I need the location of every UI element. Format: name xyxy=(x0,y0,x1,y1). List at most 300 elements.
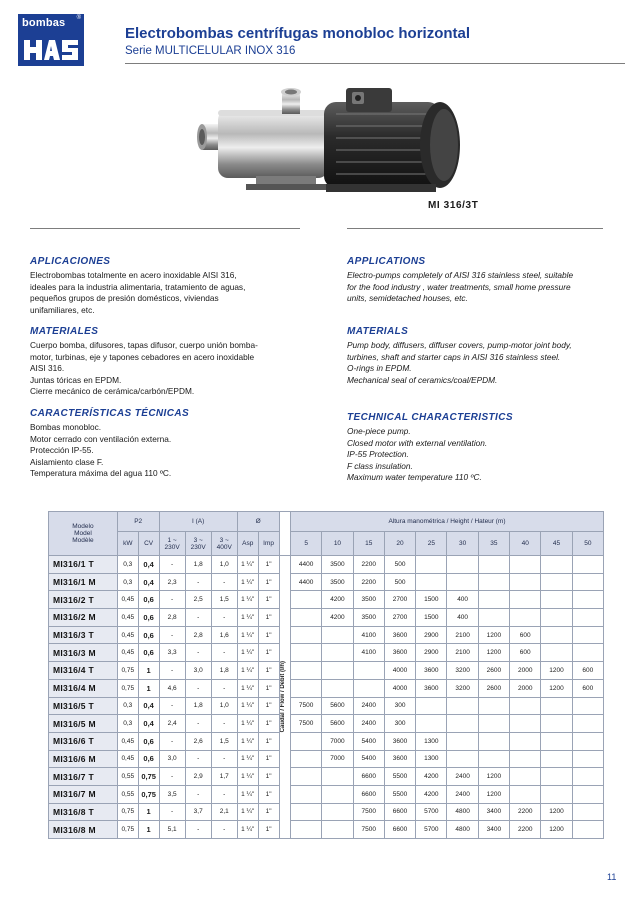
imp-cell: 1" xyxy=(258,715,279,733)
flow-cell: 7500 xyxy=(353,803,384,821)
flow-cell xyxy=(322,785,353,803)
asp-cell: 1 ¼" xyxy=(237,750,258,768)
asp-cell: 1 ¼" xyxy=(237,679,258,697)
flow-cell xyxy=(478,715,509,733)
page-title: Electrobombas centrífugas monobloc horizontal xyxy=(125,25,471,42)
model-cell: MI316/8 M xyxy=(49,821,118,839)
bombas-hasa-logo xyxy=(18,14,84,66)
table-row xyxy=(49,591,604,609)
model-cell: MI316/8 T xyxy=(49,803,118,821)
applications-line: Electro-pumps completely of AISI 316 stainless steel, suitable xyxy=(347,270,574,280)
logo-registered-mark: ® xyxy=(76,15,81,21)
cv-cell: 0,6 xyxy=(138,626,159,644)
kw-cell: 0,3 xyxy=(117,715,138,733)
current-1ph-230v-cell: - xyxy=(159,626,185,644)
table-row xyxy=(49,697,604,715)
flow-cell xyxy=(572,803,603,821)
kw-cell: 0,45 xyxy=(117,609,138,627)
kw-cell: 0,45 xyxy=(117,750,138,768)
header-height-25: 25 xyxy=(416,532,447,556)
asp-cell: 1 ¼" xyxy=(237,626,258,644)
header-asp: Asp xyxy=(237,532,258,556)
asp-cell: 1 ¼" xyxy=(237,732,258,750)
flow-cell: 1500 xyxy=(416,609,447,627)
flow-cell: 4200 xyxy=(416,785,447,803)
current-1ph-230v-cell: - xyxy=(159,591,185,609)
flow-cell xyxy=(541,732,572,750)
current-3ph-230v-cell: 1,8 xyxy=(185,697,211,715)
left-section-rule xyxy=(30,228,300,229)
flow-cell xyxy=(510,609,541,627)
current-3ph-230v-cell: 2,5 xyxy=(185,591,211,609)
product-caption: MI 316/3T xyxy=(428,200,479,211)
model-cell: MI316/6 T xyxy=(49,732,118,750)
table-row xyxy=(49,715,604,733)
asp-cell: 1 ¼" xyxy=(237,591,258,609)
flow-cell: 4800 xyxy=(447,821,478,839)
header-voltage: 400V xyxy=(216,543,232,551)
flow-cell xyxy=(416,556,447,574)
flow-cell xyxy=(541,591,572,609)
flow-cell: 3200 xyxy=(447,679,478,697)
flow-cell: 2200 xyxy=(353,573,384,591)
aplicaciones-line: unifamiliares, etc. xyxy=(30,304,95,315)
flow-cell: 1300 xyxy=(416,732,447,750)
current-3ph-400v-cell: - xyxy=(211,679,237,697)
cv-cell: 0,6 xyxy=(138,750,159,768)
materiales-heading: MATERIALES xyxy=(30,326,99,337)
flow-cell: 5400 xyxy=(353,750,384,768)
header-model-en: Model xyxy=(74,530,92,537)
flow-cell: 7500 xyxy=(353,821,384,839)
performance-table-body xyxy=(49,556,604,839)
flow-cell xyxy=(572,750,603,768)
current-1ph-230v-cell: - xyxy=(159,662,185,680)
flow-cell: 4200 xyxy=(322,609,353,627)
current-1ph-230v-cell: 3,5 xyxy=(159,785,185,803)
flow-cell: 3500 xyxy=(322,556,353,574)
imp-cell: 1" xyxy=(258,803,279,821)
table-row xyxy=(49,573,604,591)
current-1ph-230v-cell: 3,0 xyxy=(159,750,185,768)
materials-heading: MATERIALS xyxy=(347,326,409,337)
cv-cell: 1 xyxy=(138,803,159,821)
kw-cell: 0,75 xyxy=(117,803,138,821)
flow-cell xyxy=(510,768,541,786)
flow-cell: 500 xyxy=(384,556,415,574)
flow-cell: 2400 xyxy=(447,785,478,803)
flow-cell xyxy=(290,662,321,680)
flow-cell xyxy=(290,768,321,786)
imp-cell: 1" xyxy=(258,697,279,715)
flow-cell: 7000 xyxy=(322,732,353,750)
flow-cell: 3600 xyxy=(416,679,447,697)
current-3ph-230v-cell: 2,9 xyxy=(185,768,211,786)
current-3ph-230v-cell: - xyxy=(185,573,211,591)
header-phase: 3 ~ xyxy=(219,536,229,544)
flow-cell xyxy=(290,821,321,839)
materials-line: turbines, shaft and starter caps in AISI 316 stainless steel. xyxy=(347,351,561,362)
kw-cell: 0,55 xyxy=(117,785,138,803)
aplicaciones-text xyxy=(30,270,300,316)
header-model-es: Modelo xyxy=(72,523,94,530)
current-1ph-230v-cell: - xyxy=(159,697,185,715)
flow-cell: 600 xyxy=(572,679,603,697)
kw-cell: 0,75 xyxy=(117,662,138,680)
flow-cell xyxy=(353,679,384,697)
technical-heading: TECHNICAL CHARACTERISTICS xyxy=(347,412,513,423)
current-3ph-400v-cell: - xyxy=(211,715,237,733)
current-3ph-400v-cell: - xyxy=(211,785,237,803)
flow-cell: 500 xyxy=(384,573,415,591)
imp-cell: 1" xyxy=(258,644,279,662)
table-row xyxy=(49,609,604,627)
imp-cell: 1" xyxy=(258,626,279,644)
flow-cell: 4100 xyxy=(353,644,384,662)
kw-cell: 0,3 xyxy=(117,556,138,574)
kw-cell: 0,45 xyxy=(117,644,138,662)
asp-cell: 1 ¼" xyxy=(237,785,258,803)
flow-cell xyxy=(541,626,572,644)
flow-cell: 3600 xyxy=(384,732,415,750)
table-row xyxy=(49,662,604,680)
kw-cell: 0,75 xyxy=(117,679,138,697)
flow-cell xyxy=(416,697,447,715)
table-row xyxy=(49,768,604,786)
aplicaciones-line: pequeños grupos de presión domésticos, viviendas xyxy=(30,293,219,304)
current-1ph-230v-cell: 4,6 xyxy=(159,679,185,697)
materiales-text xyxy=(30,340,302,398)
flow-cell: 1300 xyxy=(416,750,447,768)
header-3ph-400v xyxy=(211,532,237,556)
asp-cell: 1 ¼" xyxy=(237,768,258,786)
flow-cell: 2900 xyxy=(416,626,447,644)
cv-cell: 0,4 xyxy=(138,556,159,574)
flow-cell: 4400 xyxy=(290,573,321,591)
flow-cell xyxy=(290,626,321,644)
table-row xyxy=(49,750,604,768)
imp-cell: 1" xyxy=(258,609,279,627)
imp-cell: 1" xyxy=(258,732,279,750)
current-1ph-230v-cell: - xyxy=(159,803,185,821)
flow-cell xyxy=(322,662,353,680)
imp-cell: 1" xyxy=(258,573,279,591)
flow-cell xyxy=(322,821,353,839)
current-1ph-230v-cell: 3,3 xyxy=(159,644,185,662)
logo-wordmark-icon xyxy=(22,36,80,62)
asp-cell: 1 ¼" xyxy=(237,821,258,839)
imp-cell: 1" xyxy=(258,821,279,839)
flow-cell: 1200 xyxy=(541,679,572,697)
right-section-rule xyxy=(347,228,603,229)
header-height-5: 5 xyxy=(290,532,321,556)
current-1ph-230v-cell: - xyxy=(159,732,185,750)
header-spacer xyxy=(279,512,290,556)
applications-line: for the food industry , water treatments, small home pressure xyxy=(347,281,571,292)
flow-axis-label: Caudal / Flow / Debit (l/h) xyxy=(279,661,286,733)
flow-cell: 1200 xyxy=(478,768,509,786)
flow-cell xyxy=(541,715,572,733)
flow-cell: 3400 xyxy=(478,803,509,821)
current-3ph-230v-cell: 3,0 xyxy=(185,662,211,680)
header-height-35: 35 xyxy=(478,532,509,556)
model-cell: MI316/7 M xyxy=(49,785,118,803)
materials-line: Mechanical seal of ceramics/coal/EPDM. xyxy=(347,374,498,385)
flow-cell xyxy=(290,609,321,627)
flow-cell: 5700 xyxy=(416,803,447,821)
flow-cell xyxy=(290,732,321,750)
flow-cell xyxy=(572,644,603,662)
cv-cell: 1 xyxy=(138,821,159,839)
flow-cell xyxy=(290,803,321,821)
kw-cell: 0,45 xyxy=(117,626,138,644)
flow-cell: 2400 xyxy=(353,697,384,715)
aplicaciones-line: Electrobombas totalmente en acero inoxidable AISI 316, xyxy=(30,270,237,280)
header-phase: 1 ~ xyxy=(167,536,177,544)
header-rule xyxy=(125,63,625,64)
header-height-10: 10 xyxy=(322,532,353,556)
header-height-40: 40 xyxy=(510,532,541,556)
flow-cell xyxy=(447,556,478,574)
flow-cell: 3400 xyxy=(478,821,509,839)
flow-cell: 6600 xyxy=(384,821,415,839)
asp-cell: 1 ¼" xyxy=(237,609,258,627)
flow-cell: 600 xyxy=(510,626,541,644)
asp-cell: 1 ¼" xyxy=(237,715,258,733)
centrifugal-pump-photo xyxy=(196,80,464,210)
technical-line: Closed motor with external ventilation. xyxy=(347,437,488,448)
model-cell: MI316/1 T xyxy=(49,556,118,574)
model-cell: MI316/6 M xyxy=(49,750,118,768)
cv-cell: 0,6 xyxy=(138,609,159,627)
flow-cell xyxy=(510,697,541,715)
flow-cell: 2100 xyxy=(447,644,478,662)
applications-line: units, semidetached houses, etc. xyxy=(347,293,468,304)
header-voltage: 230V xyxy=(164,543,180,551)
flow-cell xyxy=(572,556,603,574)
flow-cell: 1200 xyxy=(478,644,509,662)
table-row xyxy=(49,821,604,839)
flow-cell: 2700 xyxy=(384,591,415,609)
table-row xyxy=(49,626,604,644)
materials-line: O-rings in EPDM. xyxy=(347,363,412,374)
flow-cell: 4200 xyxy=(416,768,447,786)
flow-cell xyxy=(510,732,541,750)
flow-cell xyxy=(572,573,603,591)
model-cell: MI316/7 T xyxy=(49,768,118,786)
asp-cell: 1 ¼" xyxy=(237,644,258,662)
flow-cell xyxy=(572,732,603,750)
asp-cell: 1 ¼" xyxy=(237,556,258,574)
header-voltage: 230V xyxy=(190,543,206,551)
current-3ph-400v-cell: 2,1 xyxy=(211,803,237,821)
table-row xyxy=(49,679,604,697)
flow-cell xyxy=(447,750,478,768)
flow-cell xyxy=(510,785,541,803)
flow-cell: 2200 xyxy=(353,556,384,574)
model-cell: MI316/3 M xyxy=(49,644,118,662)
flow-cell xyxy=(447,573,478,591)
imp-cell: 1" xyxy=(258,556,279,574)
cv-cell: 0,4 xyxy=(138,715,159,733)
table-row xyxy=(49,803,604,821)
current-3ph-230v-cell: - xyxy=(185,715,211,733)
flow-cell: 300 xyxy=(384,697,415,715)
flow-cell: 5600 xyxy=(322,697,353,715)
cv-cell: 0,6 xyxy=(138,591,159,609)
current-3ph-400v-cell: - xyxy=(211,750,237,768)
model-cell: MI316/5 M xyxy=(49,715,118,733)
flow-cell xyxy=(322,803,353,821)
current-3ph-230v-cell: 3,7 xyxy=(185,803,211,821)
flow-cell xyxy=(541,768,572,786)
page-number: 11 xyxy=(607,872,617,882)
flow-cell: 4200 xyxy=(322,591,353,609)
flow-cell xyxy=(322,768,353,786)
imp-cell: 1" xyxy=(258,662,279,680)
flow-cell xyxy=(478,556,509,574)
flow-cell xyxy=(541,573,572,591)
materiales-line: AISI 316. xyxy=(30,363,65,374)
flow-cell xyxy=(353,662,384,680)
current-3ph-400v-cell: - xyxy=(211,821,237,839)
flow-cell xyxy=(478,750,509,768)
header-height-15: 15 xyxy=(353,532,384,556)
flow-cell: 1200 xyxy=(541,821,572,839)
materiales-line: Cuerpo bomba, difusores, tapas difusor, cuerpo unión bomba- xyxy=(30,340,258,350)
flow-cell: 600 xyxy=(572,662,603,680)
flow-cell xyxy=(572,626,603,644)
header-kw: kW xyxy=(117,532,138,556)
asp-cell: 1 ¼" xyxy=(237,573,258,591)
model-cell: MI316/3 T xyxy=(49,626,118,644)
flow-cell: 2700 xyxy=(384,609,415,627)
flow-cell: 1500 xyxy=(416,591,447,609)
flow-cell: 2400 xyxy=(447,768,478,786)
flow-cell: 2600 xyxy=(478,679,509,697)
flow-cell: 400 xyxy=(447,609,478,627)
flow-cell: 2400 xyxy=(353,715,384,733)
flow-cell xyxy=(572,591,603,609)
flow-cell xyxy=(541,644,572,662)
imp-cell: 1" xyxy=(258,785,279,803)
header-p2: P2 xyxy=(117,512,159,532)
caracteristicas-line: Bombas monobloc. xyxy=(30,422,102,432)
cv-cell: 0,6 xyxy=(138,732,159,750)
current-3ph-230v-cell: - xyxy=(185,821,211,839)
current-1ph-230v-cell: 5,1 xyxy=(159,821,185,839)
flow-cell: 1200 xyxy=(541,662,572,680)
flow-cell xyxy=(322,679,353,697)
materiales-line: Juntas tóricas en EPDM. xyxy=(30,374,122,385)
flow-cell xyxy=(478,697,509,715)
flow-cell: 300 xyxy=(384,715,415,733)
current-3ph-230v-cell: - xyxy=(185,644,211,662)
cv-cell: 0,6 xyxy=(138,644,159,662)
current-3ph-230v-cell: - xyxy=(185,679,211,697)
caracteristicas-line: Aislamiento clase F. xyxy=(30,456,104,467)
model-cell: MI316/2 M xyxy=(49,609,118,627)
header-height-30: 30 xyxy=(447,532,478,556)
current-3ph-230v-cell: - xyxy=(185,785,211,803)
current-3ph-400v-cell: 1,0 xyxy=(211,697,237,715)
flow-cell: 2000 xyxy=(510,679,541,697)
caracteristicas-line: Motor cerrado con ventilación externa. xyxy=(30,433,172,444)
current-3ph-230v-cell: - xyxy=(185,609,211,627)
imp-cell: 1" xyxy=(258,591,279,609)
flow-cell xyxy=(322,644,353,662)
current-3ph-400v-cell: 1,7 xyxy=(211,768,237,786)
flow-cell xyxy=(478,573,509,591)
cv-cell: 1 xyxy=(138,662,159,680)
applications-heading: APPLICATIONS xyxy=(347,256,426,267)
caracteristicas-line: Temperatura máxima del agua 110 ºC. xyxy=(30,468,172,479)
asp-cell: 1 ¼" xyxy=(237,697,258,715)
flow-cell: 2200 xyxy=(510,803,541,821)
flow-cell: 2100 xyxy=(447,626,478,644)
flow-cell: 4000 xyxy=(384,662,415,680)
flow-cell: 2600 xyxy=(478,662,509,680)
kw-cell: 0,3 xyxy=(117,697,138,715)
flow-cell xyxy=(416,573,447,591)
technical-line: Maximum water temperature 110 ºC. xyxy=(347,472,482,483)
flow-cell: 4000 xyxy=(384,679,415,697)
flow-cell xyxy=(541,785,572,803)
header-model-fr: Modèle xyxy=(72,537,94,544)
flow-cell: 6600 xyxy=(384,803,415,821)
flow-cell: 5500 xyxy=(384,785,415,803)
current-1ph-230v-cell: 2,3 xyxy=(159,573,185,591)
table-row xyxy=(49,556,604,574)
flow-cell: 2900 xyxy=(416,644,447,662)
current-3ph-400v-cell: - xyxy=(211,573,237,591)
flow-axis-label-cell xyxy=(279,556,290,839)
logo-brand-text: bombas xyxy=(22,17,66,29)
technical-line: One-piece pump. xyxy=(347,426,411,436)
flow-cell xyxy=(572,715,603,733)
materials-text xyxy=(347,340,605,386)
flow-cell xyxy=(572,821,603,839)
flow-cell: 2000 xyxy=(510,662,541,680)
table-row xyxy=(49,732,604,750)
flow-cell: 3500 xyxy=(322,573,353,591)
flow-cell xyxy=(478,732,509,750)
caracteristicas-heading: CARACTERÍSTICAS TÉCNICAS xyxy=(30,408,190,419)
flow-cell xyxy=(541,697,572,715)
flow-cell xyxy=(510,750,541,768)
caracteristicas-text xyxy=(30,422,302,480)
flow-cell: 2200 xyxy=(510,821,541,839)
header-height-45: 45 xyxy=(541,532,572,556)
model-cell: MI316/2 T xyxy=(49,591,118,609)
header-cv: CV xyxy=(138,532,159,556)
header-current: I (A) xyxy=(159,512,237,532)
page-subtitle: Serie MULTICELULAR INOX 316 xyxy=(125,45,296,57)
flow-cell xyxy=(290,644,321,662)
flow-cell xyxy=(447,715,478,733)
header-3ph-230v xyxy=(185,532,211,556)
current-3ph-230v-cell: 2,6 xyxy=(185,732,211,750)
applications-text xyxy=(347,270,605,305)
current-3ph-400v-cell: 1,6 xyxy=(211,626,237,644)
header-height-20: 20 xyxy=(384,532,415,556)
current-3ph-400v-cell: - xyxy=(211,644,237,662)
current-1ph-230v-cell: - xyxy=(159,768,185,786)
flow-cell: 600 xyxy=(510,644,541,662)
flow-cell xyxy=(510,591,541,609)
current-3ph-400v-cell: 1,5 xyxy=(211,732,237,750)
flow-cell xyxy=(447,697,478,715)
